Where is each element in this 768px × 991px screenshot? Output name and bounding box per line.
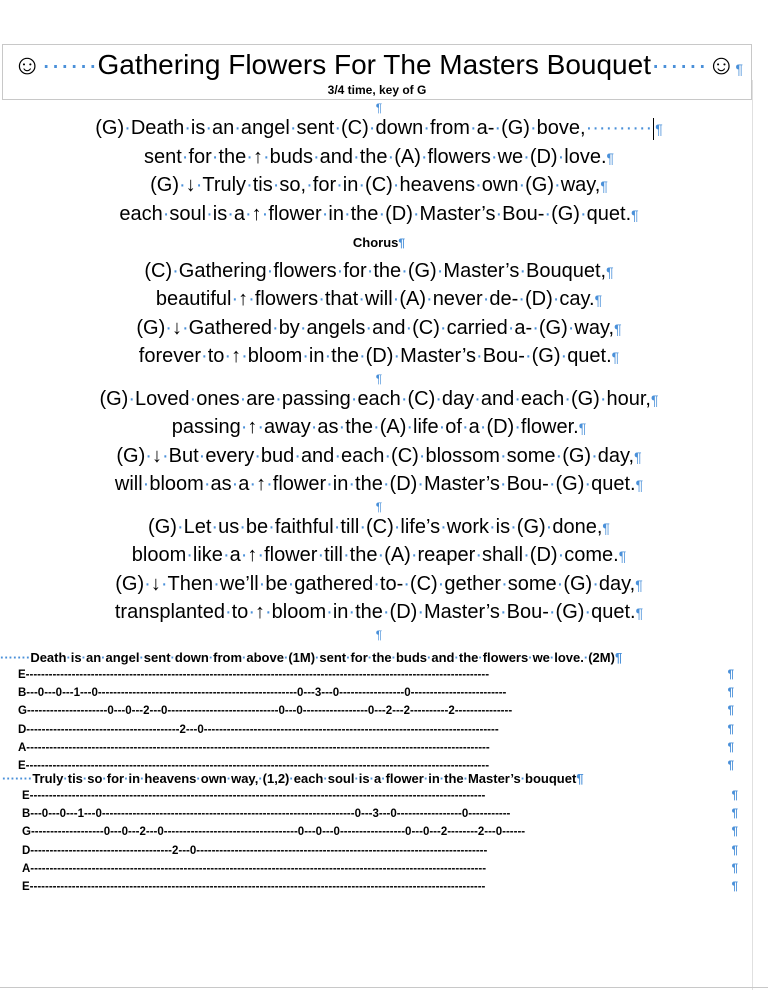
tab-string-line: D----------------------------------------2---0----------------------------------------------------------------------------- ¶ <box>18 723 734 736</box>
blank-line: ¶ <box>375 499 383 514</box>
lyric-line: bloom·like·a·↑·flower·till·the·(A)·reaper·shall·(D)·come.¶ <box>131 544 627 566</box>
tab-string-line: B---0---0---1---0----------------------------------------------------0---3---0-----------------0------------------------- ¶ <box>18 687 734 700</box>
tab-string-line: G-------------------0---0---2---0-----------------------------------0---0---0-----------------0---0---2--------2---0------ ¶ <box>22 826 738 839</box>
tab-string-line: D-------------------------------------2---0---------------------------------------------------------------------------- ¶ <box>22 844 738 857</box>
blank-line: ¶ <box>375 371 383 386</box>
blank-line: ¶ <box>375 101 383 115</box>
lyric-line: (G)·Loved·ones·are·passing·each·(C)·day·and·each·(G)·hour,¶ <box>99 387 659 410</box>
song-title: Gathering Flowers For The Masters Bouquet <box>97 49 651 80</box>
lyric-line: sent·for·the·↑·buds·and·the·(A)·flowers·we·(D)·love.¶ <box>143 145 615 168</box>
tab-string-line: B---0---0---1---0------------------------------------------------------------------0---3---0-----------------0----------- ¶ <box>22 808 738 821</box>
lyric-line: (G)·↓·Truly·tis·so,·for·in·(C)·heavens·own·(G)·way,¶ <box>150 174 608 196</box>
time-key-subtitle: 3/4 time, key of G <box>327 83 427 97</box>
tab-string-line: A----------------------------------------------------------------------------------------------------------------------- ¶ <box>22 862 738 875</box>
tab-block-2[interactable] <box>2 771 738 896</box>
lyric-line: each·soul·is·a·↑·flower·in·the·(D)·Master’s·Bou-·(G)·quet.¶ <box>119 202 639 225</box>
lyric-line: (G)·↓·But·every·bud·and·each·(C)·blossom·some·(G)·day,¶ <box>116 444 642 467</box>
tab-string-line: G---------------------0---0---2---0-----------------------------0---0-----------------0---2---2----------2--------------- ¶ <box>18 705 734 718</box>
lyric-line: beautiful·↑·flowers·that·will·(A)·never·de-·(D)·cay.¶ <box>155 288 603 310</box>
lyrics-body[interactable] <box>0 101 758 642</box>
lyric-line: transplanted·to·↑·bloom·in·the·(D)·Master’s·Bou-·(G)·quet.¶ <box>114 601 644 623</box>
chorus-heading: Chorus¶ <box>352 235 406 250</box>
tab-caption: ·······Death·is·an·angel·sent·down·from·above·(1M)·sent·for·the·buds·and·the·flowers·we·love.·(2M)¶ <box>0 650 623 665</box>
lyric-line: (G)·Let·us·be·faithful·till·(C)·life’s·work·is·(G)·done,¶ <box>148 515 610 538</box>
lyric-line: (C)·Gathering·flowers·for·the·(G)·Master’s·Bouquet,¶ <box>144 259 614 282</box>
lyric-line: (G)·↓·Then·we’ll·be·gathered·to-·(C)·gether·some·(G)·day,¶ <box>115 572 643 595</box>
title-line: ☺······Gathering Flowers For The Masters Bouquet······☺¶ <box>12 49 744 80</box>
tab-caption: ·······Truly·tis·so·for·in·heavens·own·way,·(1,2)·each·soul·is·a·flower·in·the·Master’s·bouquet¶ <box>2 771 584 786</box>
lyric-line: will·bloom·as·a·↑·flower·in·the·(D)·Master’s·Bou-·(G)·quet.¶ <box>114 473 644 495</box>
lyric-line: (G)·Death·is·an·angel·sent·(C)·down·from·a-·(G)·bove,·········· ¶ <box>95 117 663 139</box>
blank-line: ¶ <box>375 627 383 642</box>
lyric-line: (G)·↓·Gathered·by·angels·and·(C)·carried·a-·(G)·way,¶ <box>136 316 622 339</box>
tab-string-line: E------------------------------------------------------------------------------------------------------------------------- ¶ <box>18 669 734 681</box>
tab-string-line: E----------------------------------------------------------------------------------------------------------------------- ¶ <box>22 881 738 894</box>
tab-string-line: E----------------------------------------------------------------------------------------------------------------------- ¶ <box>22 790 738 802</box>
tab-block-1[interactable] <box>0 650 734 775</box>
tab-string-line: A------------------------------------------------------------------------------------------------------------------------- ¶ <box>18 741 734 754</box>
smiley-left-icon: ☺ <box>12 49 42 80</box>
tab-string-line: E------------------------------------------------------------------------------------------------------------------------- ¶ <box>18 760 734 773</box>
lyric-line: forever·to·↑·bloom·in·the·(D)·Master’s·Bou-·(G)·quet.¶ <box>138 345 620 367</box>
smiley-right-icon: ☺ <box>706 49 736 80</box>
lyric-line: passing·↑·away·as·the·(A)·life·of·a·(D)·flower.¶ <box>171 416 587 438</box>
page-bottom-edge <box>0 987 768 988</box>
